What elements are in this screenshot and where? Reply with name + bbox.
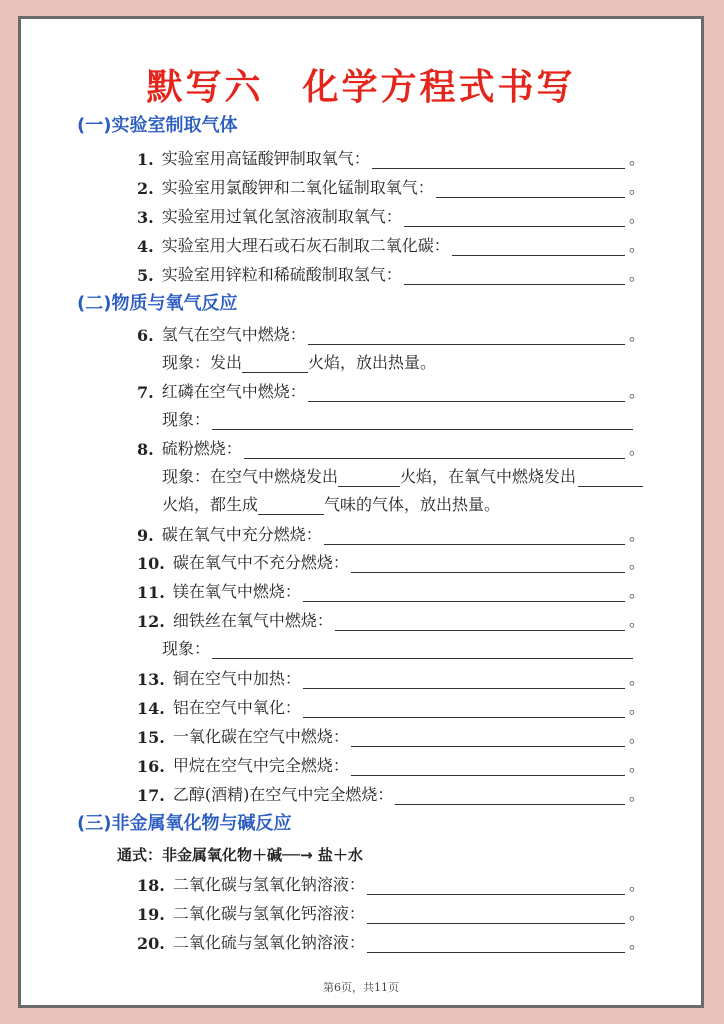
phenomenon-text: 现象： xyxy=(162,639,211,658)
question-16 xyxy=(137,750,645,776)
question-10 xyxy=(137,547,645,573)
page-footer: 第6页，共11页 xyxy=(323,981,399,994)
question-number: 4. xyxy=(137,237,154,256)
question-number: 1. xyxy=(137,150,154,169)
phenomenon-blank[interactable] xyxy=(212,411,633,430)
answer-blank[interactable] xyxy=(351,554,625,573)
phenomenon-blank[interactable] xyxy=(578,468,643,487)
question-17 xyxy=(137,779,645,805)
period-mark: 。 xyxy=(628,525,645,544)
question-number: 7. xyxy=(137,383,154,402)
period-mark: 。 xyxy=(628,439,645,458)
question-number: 19. xyxy=(137,905,165,924)
question-text: 实验室用过氧化氢溶液制取氧气： xyxy=(161,207,402,226)
answer-blank[interactable] xyxy=(372,150,625,169)
phenomenon-text: 现象：发出 xyxy=(162,353,243,372)
question-text: 实验室用氯酸钾和二氧化锰制取氧气： xyxy=(161,178,434,197)
phenomenon-6 xyxy=(162,347,645,373)
question-text: 实验室用锌粒和稀硫酸制取氢气： xyxy=(161,265,402,284)
question-text: 一氧化碳在空气中燃烧： xyxy=(172,727,349,746)
question-number: 5. xyxy=(137,266,154,285)
phenomenon-blank[interactable] xyxy=(242,354,308,373)
phenomenon-text: 现象： xyxy=(162,410,211,429)
question-number: 2. xyxy=(137,179,154,198)
question-text: 二氧化硫与氢氧化钠溶液： xyxy=(172,933,365,952)
answer-blank[interactable] xyxy=(303,670,625,689)
section-heading-1: (一)实验室制取气体 xyxy=(77,115,238,136)
answer-blank[interactable] xyxy=(436,179,625,198)
answer-blank[interactable] xyxy=(335,612,625,631)
question-text: 碳在氧气中不充分燃烧： xyxy=(172,553,349,572)
question-11 xyxy=(137,576,645,602)
question-number: 20. xyxy=(137,934,165,953)
page-title: 默写六 化学方程式书写 xyxy=(146,67,576,108)
answer-blank[interactable] xyxy=(395,786,625,805)
period-mark: 。 xyxy=(628,207,645,226)
answer-blank[interactable] xyxy=(351,757,625,776)
period-mark: 。 xyxy=(628,265,645,284)
answer-blank[interactable] xyxy=(404,266,625,285)
period-mark: 。 xyxy=(628,236,645,255)
question-number: 14. xyxy=(137,699,165,718)
question-text: 氢气在空气中燃烧： xyxy=(161,325,306,344)
phenomenon-text: 火焰，在氧气中燃烧发出 xyxy=(400,467,577,486)
question-text: 实验室用高锰酸钾制取氧气： xyxy=(161,149,370,168)
question-text: 硫粉燃烧： xyxy=(161,439,242,458)
phenomenon-text: 火焰，放出热量。 xyxy=(308,353,437,372)
phenomenon-7 xyxy=(162,404,633,430)
question-20 xyxy=(137,927,645,953)
period-mark: 。 xyxy=(628,382,645,401)
period-mark: 。 xyxy=(628,785,645,804)
question-2 xyxy=(137,172,645,198)
question-text: 镁在氧气中燃烧： xyxy=(172,582,301,601)
question-text: 实验室用大理石或石灰石制取二氧化碳： xyxy=(161,236,450,255)
question-number: 13. xyxy=(137,670,165,689)
period-mark: 。 xyxy=(628,875,645,894)
question-number: 10. xyxy=(137,554,165,573)
question-number: 18. xyxy=(137,876,165,895)
question-text: 甲烷在空气中完全燃烧： xyxy=(172,756,349,775)
question-text: 二氧化碳与氢氧化钠溶液： xyxy=(172,875,365,894)
question-15 xyxy=(137,721,645,747)
period-mark: 。 xyxy=(628,178,645,197)
question-text: 二氧化碳与氢氧化钙溶液： xyxy=(172,904,365,923)
question-8 xyxy=(137,433,645,459)
period-mark: 。 xyxy=(628,582,645,601)
period-mark: 。 xyxy=(628,727,645,746)
period-mark: 。 xyxy=(628,325,645,344)
phenomenon-text: 现象：在空气中燃烧发出 xyxy=(162,467,339,486)
answer-blank[interactable] xyxy=(452,237,625,256)
question-14 xyxy=(137,692,645,718)
phenomenon-8-line1 xyxy=(162,461,643,487)
question-number: 16. xyxy=(137,757,165,776)
period-mark: 。 xyxy=(628,698,645,717)
general-formula: 通式：非金属氧化物＋碱──→ 盐＋水 xyxy=(117,846,363,864)
period-mark: 。 xyxy=(628,149,645,168)
answer-blank[interactable] xyxy=(367,905,625,924)
answer-blank[interactable] xyxy=(303,583,625,602)
question-number: 15. xyxy=(137,728,165,747)
phenomenon-text: 火焰，都生成 xyxy=(162,495,259,514)
question-13 xyxy=(137,663,645,689)
phenomenon-blank[interactable] xyxy=(212,640,633,659)
answer-blank[interactable] xyxy=(367,934,625,953)
question-3 xyxy=(137,201,645,227)
answer-blank[interactable] xyxy=(308,326,625,345)
phenomenon-blank[interactable] xyxy=(258,496,324,515)
question-number: 17. xyxy=(137,786,165,805)
question-7 xyxy=(137,376,645,402)
question-text: 铝在空气中氧化： xyxy=(172,698,301,717)
answer-blank[interactable] xyxy=(367,876,625,895)
section-heading-3: (三)非金属氧化物与碱反应 xyxy=(77,813,292,834)
answer-blank[interactable] xyxy=(308,383,625,402)
period-mark: 。 xyxy=(628,669,645,688)
answer-blank[interactable] xyxy=(303,699,625,718)
question-text: 铜在空气中加热： xyxy=(172,669,301,688)
phenomenon-8-line2 xyxy=(162,489,645,515)
question-5 xyxy=(137,259,645,285)
question-number: 3. xyxy=(137,208,154,227)
question-text: 红磷在空气中燃烧： xyxy=(161,382,306,401)
question-9 xyxy=(137,519,645,545)
period-mark: 。 xyxy=(628,933,645,952)
period-mark: 。 xyxy=(628,756,645,775)
question-text: 乙醇(酒精)在空气中完全燃烧： xyxy=(172,785,394,804)
phenomenon-blank[interactable] xyxy=(338,468,400,487)
answer-blank[interactable] xyxy=(404,208,625,227)
question-number: 12. xyxy=(137,612,165,631)
phenomenon-text: 气味的气体，放出热量。 xyxy=(324,495,501,514)
period-mark: 。 xyxy=(628,904,645,923)
question-4 xyxy=(137,230,645,256)
question-number: 8. xyxy=(137,440,154,459)
question-19 xyxy=(137,898,645,924)
question-text: 细铁丝在氧气中燃烧： xyxy=(172,611,333,630)
question-text: 碳在氧气中充分燃烧： xyxy=(161,525,322,544)
question-12 xyxy=(137,605,645,631)
question-number: 9. xyxy=(137,526,154,545)
section-heading-2: (二)物质与氧气反应 xyxy=(77,293,238,314)
period-mark: 。 xyxy=(628,611,645,630)
question-1 xyxy=(137,143,645,169)
question-18 xyxy=(137,869,645,895)
question-number: 11. xyxy=(137,583,165,602)
question-6 xyxy=(137,319,645,345)
answer-blank[interactable] xyxy=(351,728,625,747)
period-mark: 。 xyxy=(628,553,645,572)
phenomenon-12 xyxy=(162,633,633,659)
question-number: 6. xyxy=(137,326,154,345)
answer-blank[interactable] xyxy=(244,440,625,459)
worksheet-page xyxy=(18,16,704,1008)
answer-blank[interactable] xyxy=(324,526,625,545)
